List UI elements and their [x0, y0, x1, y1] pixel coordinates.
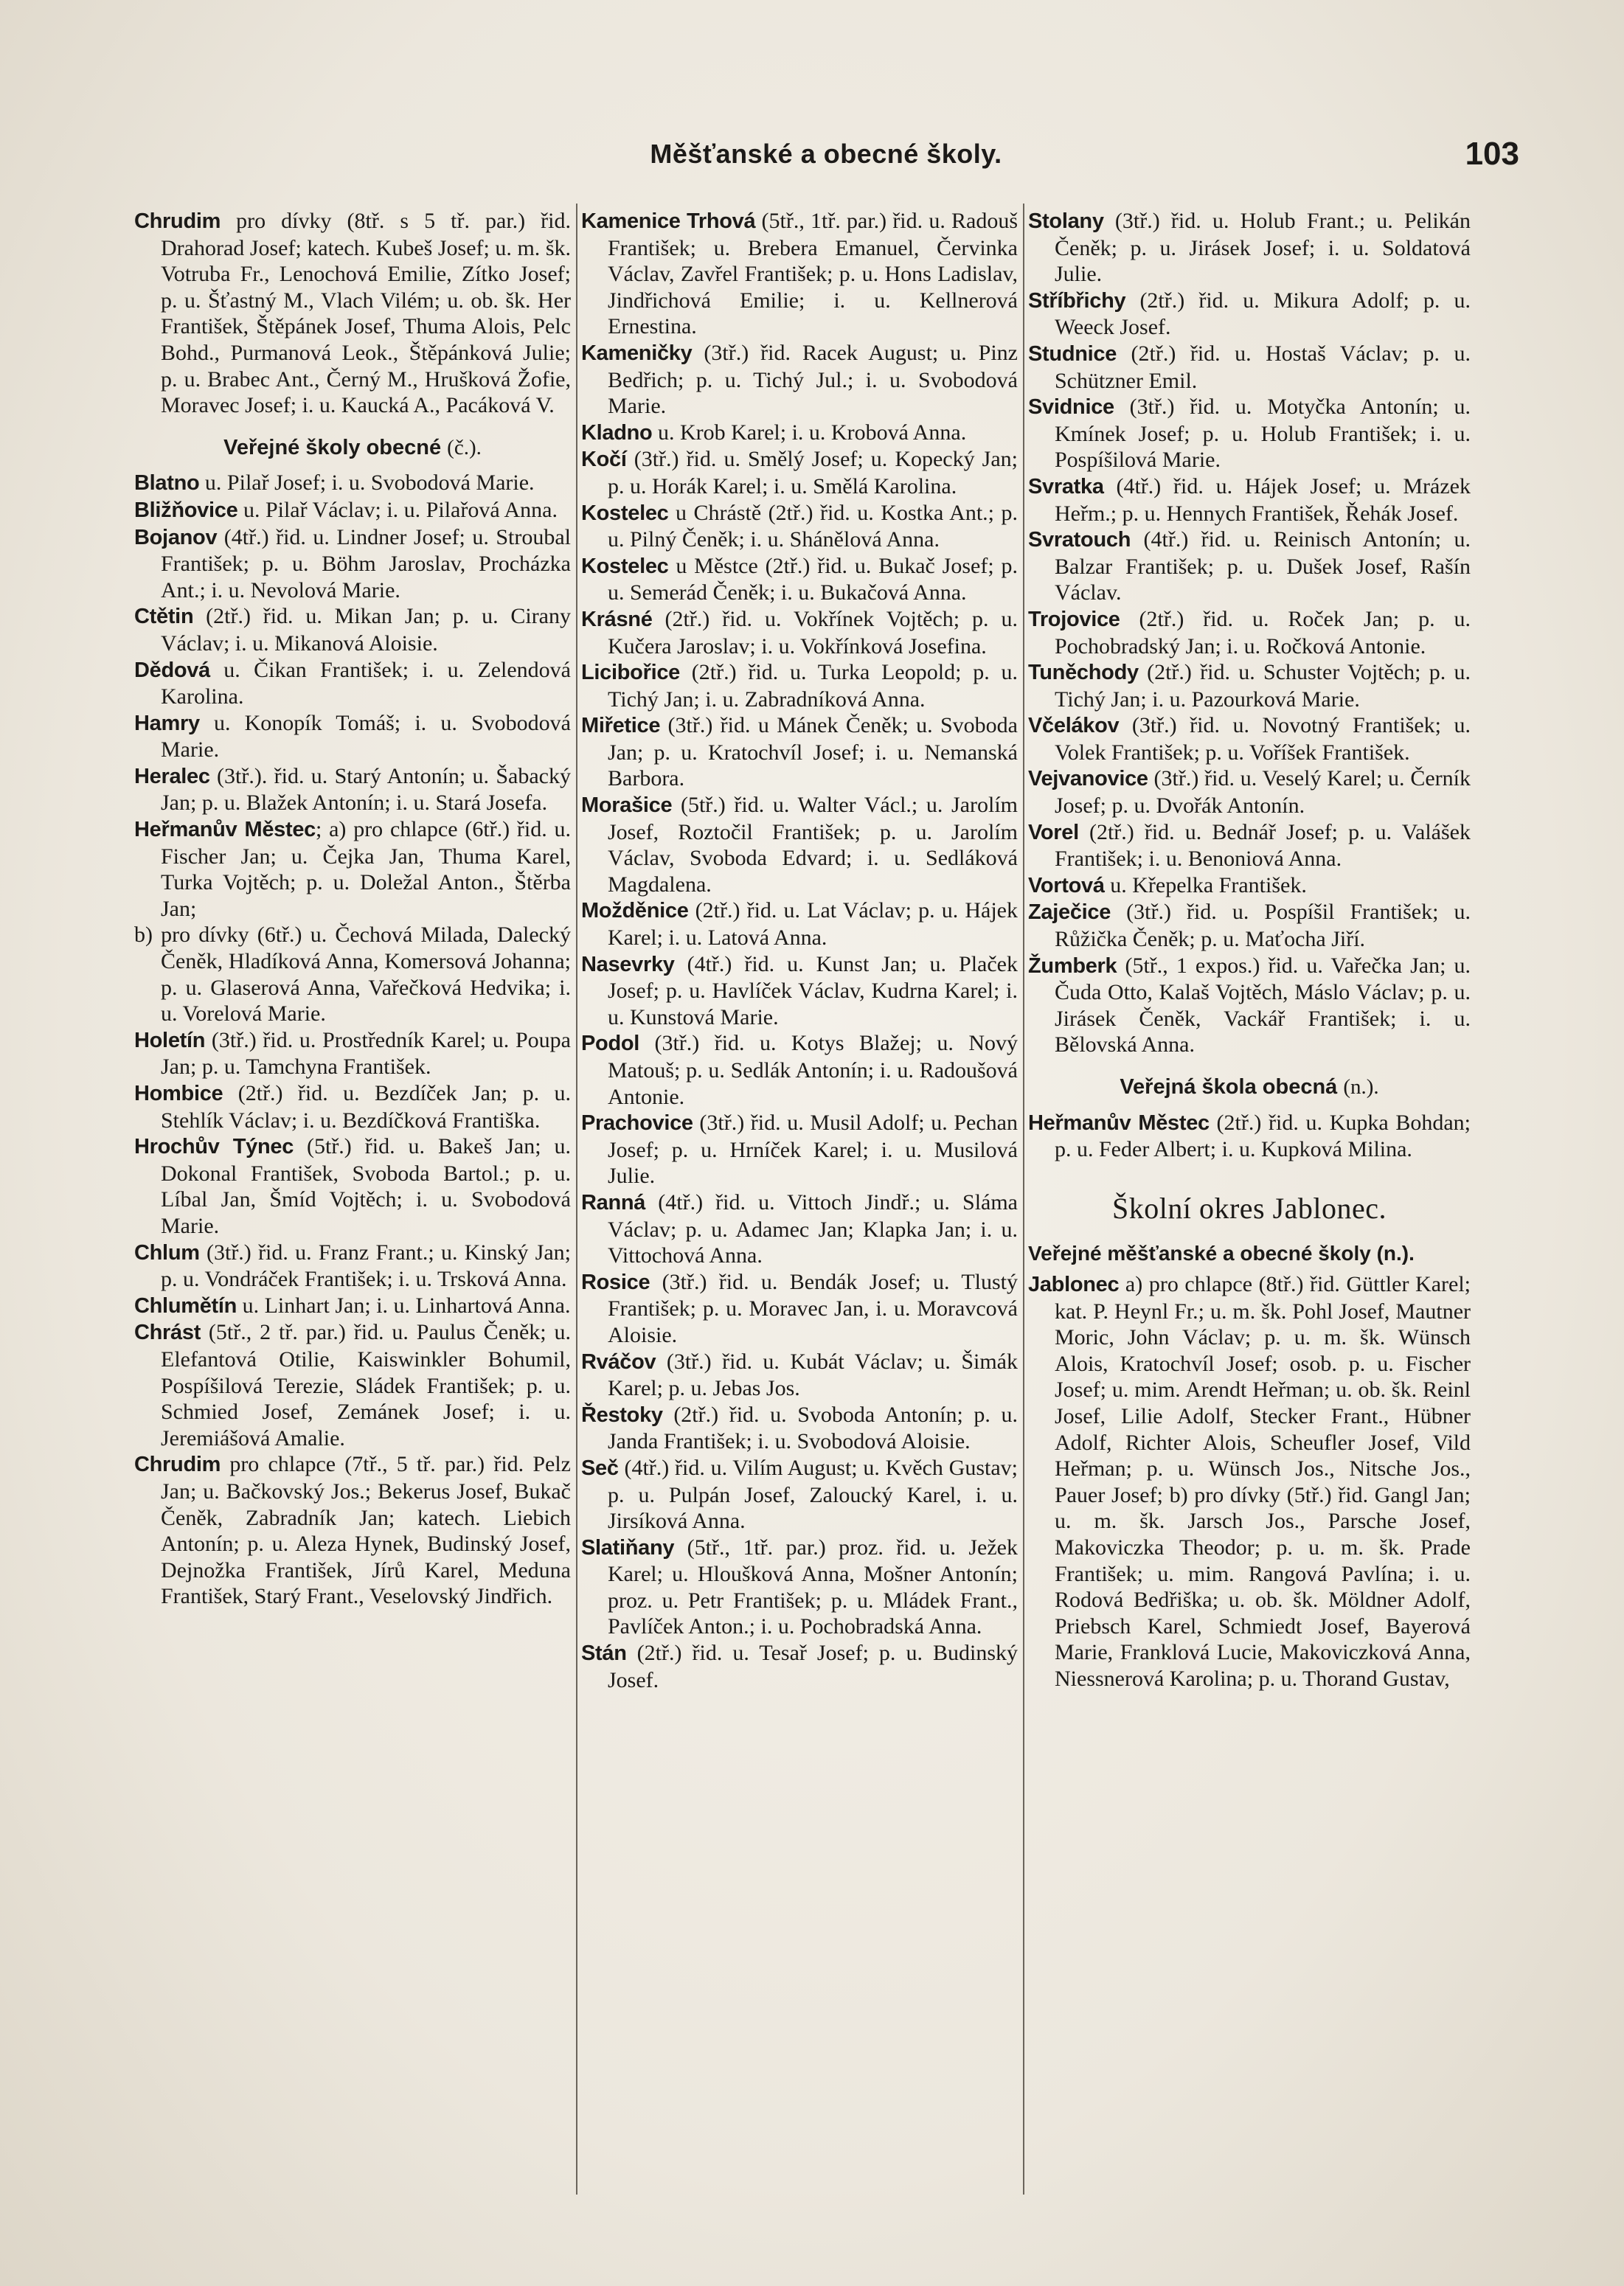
school-entry: [581, 500, 1018, 553]
school-staff: (5tř., 2 tř. par.) řid. u. Paulus Čeněk; u. Elefantová Otilie, Kaiswinkler Bohumil, Pospíšilová Terezie, Sládek František; p. u. Schmied Josef, Zemánek Josef; i. u. Jeremiášová Amalie.: [161, 1320, 571, 1451]
school-place: Trojovice: [1028, 607, 1120, 631]
school-entry: [581, 420, 1018, 447]
column-rule-1: [576, 204, 577, 2195]
school-staff: (3tř.) řid. u Mánek Čeněk; u. Svoboda Jan; p. u. Kratochvíl Josef; i. u. Nemanská Barbora.: [608, 713, 1018, 791]
school-entry: [581, 1402, 1018, 1455]
school-entry: [1028, 1110, 1471, 1163]
school-place: Prachovice: [581, 1111, 693, 1136]
school-staff: pro dívky (8tř. s 5 tř. par.) řid. Drahorad Josef; katech. Kubeš Josef; u. m. šk. Votruba Fr., Lenochová Emilie, Zítko Josef; p. u. Šťastný M., Vlach Vilém; u. ob. šk. Her František, Štěpánek Josef, Thuma Alois, Pelc Bohd., Purmanová Leok., Štěpánková Julie; p. u. Brabec Ant., Černý M., Hrušková Žofie, Moravec Josef; i. u. Kaucká A., Pacáková V.: [161, 209, 571, 418]
school-entry: [581, 1110, 1018, 1189]
school-staff: (2tř.) řid. u. Tesař Josef; p. u. Budinský Josef.: [608, 1641, 1018, 1692]
school-entry: [134, 603, 571, 656]
school-entry: [1028, 819, 1471, 872]
school-place: Chrudim: [134, 209, 221, 233]
school-staff: (3tř.) řid. u. Prostředník Karel; u. Poupa Jan; p. u. Tamchyna František.: [161, 1027, 571, 1080]
section-heading: [134, 435, 571, 462]
school-entry: [1028, 872, 1471, 900]
school-entry: [134, 816, 571, 922]
school-place: Bližňovice: [134, 498, 238, 522]
school-place: Včelákov: [1028, 714, 1120, 738]
school-staff: (2tř.) řid. u. Roček Jan; p. u. Pochobradský Jan; i. u. Ročková Antonie.: [1055, 606, 1471, 659]
school-staff: (3tř.) řid. u. Veselý Karel; u. Černík Josef; p. u. Dvořák Antonín.: [1055, 766, 1471, 819]
school-entry: [581, 1535, 1018, 1640]
school-staff: (5tř., 1 expos.) řid. u. Vařečka Jan; u. Čuda Otto, Kalaš Vojtěch, Máslo Václav; p. u. Jirásek Čeněk, Vackář František; i. u. Bělovská Anna.: [1055, 953, 1471, 1057]
school-place: Heřmanův Městec: [1028, 1111, 1210, 1135]
school-entry: [1028, 527, 1471, 606]
school-place: Podol: [581, 1032, 640, 1056]
school-staff: u. Linhart Jan; i. u. Linhartová Anna.: [237, 1293, 571, 1318]
page-number: 103: [1465, 136, 1519, 172]
school-entry: [134, 1080, 571, 1133]
school-entry: [134, 524, 571, 604]
school-entry: [1028, 659, 1471, 712]
school-place: Holetín: [134, 1028, 206, 1052]
section-heading: Veřejné měšťanské a obecné školy (n.).: [1028, 1242, 1415, 1265]
school-entry: [1028, 765, 1471, 819]
column-3: [1028, 208, 1471, 2199]
school-entry: [581, 1349, 1018, 1402]
school-entry: [134, 1451, 571, 1610]
section-qualifier: (č.).: [447, 435, 482, 459]
school-entry: [134, 763, 571, 816]
school-place: Stolany: [1028, 209, 1104, 233]
school-staff: (3tř.) řid. u. Kubát Václav; u. Šimák Karel; p. u. Jebas Jos.: [608, 1349, 1018, 1401]
school-staff: (2tř.) řid. u. Schuster Vojtěch; p. u. Tichý Jan; i. u. Pazourková Marie.: [1055, 660, 1471, 712]
school-place: Kostelec: [581, 501, 669, 525]
school-staff: (3tř.) řid. u. Pospíšil František; u. Růžička Čeněk; p. u. Maťocha Jiří.: [1055, 900, 1471, 952]
school-staff: (3tř.) řid. u. Musil Adolf; u. Pechan Josef; p. u. Hrníček Karel; i. u. Musilová Julie.: [608, 1111, 1018, 1189]
school-staff: (3tř.) řid. u. Kotys Blažej; u. Nový Matouš; p. u. Sedlák Antonín; i. u. Radoušová Antonie.: [608, 1031, 1018, 1109]
school-entry: [581, 792, 1018, 897]
school-place: Hombice: [134, 1082, 223, 1105]
school-staff: (5tř., 1tř. par.) řid. u. Radouš František; u. Brebera Emanuel, Červinka Václav, Zavřel František; p. u. Hons Ladislav, Jindřichová Emilie; i. u. Kellnerová Ernestina.: [608, 209, 1018, 339]
school-place: Licibořice: [581, 661, 680, 685]
school-staff: (2tř.) řid. u. Svoboda Antonín; p. u. Janda František; i. u. Svobodová Aloisie.: [608, 1402, 1018, 1454]
school-place: Ctětin: [134, 605, 194, 629]
school-staff: (3tř.). řid. u. Starý Antonín; u. Šabacký Jan; p. u. Blažek Antonín; i. u. Stará Josefa.: [161, 763, 571, 816]
school-staff: u Chrástě (2tř.) řid. u. Kostka Ant.; p. u. Pilný Čeněk; i. u. Shánělová Anna.: [608, 500, 1018, 552]
school-entry: [581, 1030, 1018, 1110]
school-entry: [134, 1240, 571, 1293]
school-entry: [581, 1455, 1018, 1535]
school-entry: [1028, 1271, 1471, 1692]
school-staff: (2tř.) řid. u. Mikura Adolf; p. u. Weeck Josef.: [1055, 288, 1471, 340]
column-2: [581, 208, 1018, 2199]
district-heading: Školní okres Jablonec.: [1111, 1191, 1387, 1225]
school-place: Hrochův Týnec: [134, 1135, 294, 1159]
school-staff: u. Krob Karel; i. u. Krobová Anna.: [652, 420, 967, 445]
school-staff: b) pro dívky (6tř.) u. Čechová Milada, Dalecký Čeněk, Hladíková Anna, Komersová Johanna; p. u. Glaserová Anna, Vařečková Hedvika; i. u. Vorelová Marie.: [134, 923, 571, 1026]
school-staff: (3tř.) řid. u. Smělý Josef; u. Kopecký Jan; p. u. Horák Karel; i. u. Smělá Karolina.: [608, 447, 1018, 498]
school-staff: ; a) pro chlapce (6tř.) řid. u. Fischer Jan; u. Čejka Jan, Thuma Karel, Turka Vojtěch; p. u. Doležal Anton., Štěrba Jan;: [161, 817, 571, 921]
school-staff: (3tř.) řid. u. Motyčka Antonín; u. Kmínek Josef; p. u. Holub František; i. u. Pospíšilová Marie.: [1055, 395, 1471, 473]
page-header: [133, 136, 1519, 183]
entry-list: [1028, 1110, 1471, 1163]
school-staff: (3tř.) řid. u. Franz Frant.; u. Kinský Jan; p. u. Vondráček František; i. u. Trsková Anna.: [161, 1240, 571, 1292]
school-staff: (4tř.) řid. u. Hájek Josef; u. Mrázek Heřm.; p. u. Hennych František, Řehák Josef.: [1055, 473, 1471, 526]
school-place: Kamenice Trhová: [581, 209, 756, 233]
school-place: Seč: [581, 1456, 619, 1480]
school-entry: [1028, 953, 1471, 1058]
school-place: Chrudim: [134, 1453, 221, 1477]
school-entry: [581, 897, 1018, 951]
school-staff: (2tř.) řid. u. Mikan Jan; p. u. Cirany Václav; i. u. Mikanová Aloisie.: [161, 604, 571, 656]
section-qualifier: (n.).: [1343, 1075, 1379, 1099]
section-heading: [1028, 1074, 1471, 1101]
school-place: Heralec: [134, 764, 210, 788]
school-place: Kočí: [581, 448, 627, 472]
school-entry: [581, 1640, 1018, 1693]
school-staff: u Městce (2tř.) řid. u. Bukač Josef; p. u. Semerád Čeněk; i. u. Bukačová Anna.: [608, 553, 1018, 605]
school-staff: (2tř.) řid. u. Bezdíček Jan; p. u. Stehlík Václav; i. u. Bezdíčková Františka.: [161, 1081, 571, 1133]
school-entry: [581, 208, 1018, 340]
school-place: Svidnice: [1028, 395, 1114, 420]
entry-list: [1028, 208, 1471, 1058]
school-staff: (4tř.) řid. u. Vittoch Jindř.; u. Sláma Václav; p. u. Adamec Jan; Klapka Jan; i. u. Vittochová Anna.: [608, 1189, 1018, 1268]
school-entry: [1028, 473, 1471, 527]
page-title: Měšťanské a obecné školy.: [650, 139, 1002, 169]
school-entry: [134, 710, 571, 763]
school-entry: [581, 951, 1018, 1031]
school-staff: a) pro chlapce (8tř.) řid. Güttler Karel; kat. P. Heynl Fr.; u. m. šk. Pohl Josef, Mautner Moric, John Václav; p. u. m. šk. Wünsch Alois, Kratochvíl Josef; osob. p. u. Fischer Josef; u. mim. Arendt Heřman; u. ob. šk. Reinl Josef, Lilie Adolf, Stecker Frant., Hübner Adolf, Richter Alois, Scheufler Josef, Vild Heřman; p. u. Wünsch Jos., Nitsche Jos., Pauer Josef; b) pro dívky (5tř.) řid. Gangl Jan; u. m. šk. Jarsch Jos., Parsche Josef, Makoviczka Theodor; p. u. m. šk. Prade František; u. mim. Rangová Pavlína; i. u. Rodová Bedřiška; u. ob. šk. Möldner Adolf, Priebsch Karel, Schmiedt Josef, Bayerová Marie, Franklová Lucie, Makoviczková Anna, Niessnerová Karolina; p. u. Thorand Gustav,: [1055, 1271, 1471, 1691]
section-title: Veřejné školy obecné: [223, 435, 448, 459]
school-place: Svratka: [1028, 474, 1104, 498]
school-staff: (2tř.) řid. u. Lat Václav; p. u. Hájek Karel; i. u. Latová Anna.: [608, 898, 1018, 951]
school-place: Studnice: [1028, 341, 1117, 366]
school-staff: u. Konopík Tomáš; i. u. Svobodová Marie.: [161, 710, 571, 762]
school-place: Zaječice: [1028, 900, 1111, 925]
school-entry: [1028, 208, 1471, 288]
school-place: Kameničky: [581, 341, 693, 365]
school-place: Svratouch: [1028, 528, 1131, 552]
school-place: Slatiňany: [581, 1535, 675, 1560]
school-place: Jablonec: [1028, 1272, 1120, 1296]
school-place: Rosice: [581, 1270, 650, 1294]
school-entry: [1028, 341, 1471, 394]
school-staff: u. Pilař Václav; i. u. Pilařová Anna.: [237, 497, 558, 522]
school-entry: [134, 1293, 571, 1320]
school-place: Rváčov: [581, 1349, 656, 1374]
school-staff: (3tř.) řid. Racek August; u. Pinz Bedřich; p. u. Tichý Jul.; i. u. Svobodová Marie.: [608, 340, 1018, 419]
school-place: Vortová: [1028, 873, 1105, 897]
school-staff: (2tř.) řid. u. Bednář Josef; p. u. Valášek František; i. u. Benoniová Anna.: [1055, 819, 1471, 872]
school-place: Stříbřichy: [1028, 288, 1126, 313]
school-staff: (4tř.) řid. u. Lindner Josef; u. Stroubal František; p. u. Böhm Jaroslav, Procházka Ant.; i. u. Nevolová Marie.: [161, 524, 571, 602]
section-title: Veřejná škola obecná: [1120, 1075, 1344, 1099]
school-place: Blatno: [134, 471, 200, 496]
school-place: Chlumětín: [134, 1293, 237, 1318]
school-staff: u. Pilař Josef; i. u. Svobodová Marie.: [199, 470, 535, 496]
school-entry: [581, 553, 1018, 606]
school-staff: (5tř.) řid. u. Bakeš Jan; u. Dokonal František, Svoboda Bartol.; p. u. Líbal Jan, Šmíd Vojtěch; i. u. Svobodová Marie.: [161, 1134, 571, 1238]
school-staff: (2tř.) řid. u. Hostaš Václav; p. u. Schützner Emil.: [1055, 341, 1471, 393]
school-staff: (3tř.) řid. u. Bendák Josef; u. Tlustý František; p. u. Moravec Jan, i. u. Moravcová Aloisie.: [608, 1269, 1018, 1347]
school-place: Chlum: [134, 1240, 200, 1265]
school-place: Chrást: [134, 1321, 201, 1345]
entry-list: [581, 208, 1018, 1693]
school-entry: [134, 1133, 571, 1239]
school-entry: [1028, 712, 1471, 765]
school-place: Krásné: [581, 607, 653, 631]
school-staff: (5tř.) řid. u. Walter Václ.; u. Jarolím Josef, Roztočil František; p. u. Jarolím Václav, Svoboda Edvard; i. u. Sedláková Magdalena.: [608, 793, 1018, 897]
school-place: Kostelec: [581, 554, 669, 578]
entry-list: [134, 208, 571, 419]
school-place: Možděnice: [581, 899, 689, 923]
column-1: [134, 208, 571, 2199]
school-staff: (4tř.) řid. u. Vilím August; u. Kvěch Gustav; p. u. Pulpán Josef, Zaloucký Karel, i. u. Jirsíková Anna.: [608, 1455, 1018, 1534]
school-staff: (5tř., 1tř. par.) proz. řid. u. Ježek Karel; u. Hloušková Anna, Mošner Antonín; proz. u. Petr František; p. u. Mládek Frant., Pavlíček Anton.; i. u. Pochobradská Anna.: [608, 1535, 1018, 1639]
school-entry: [1028, 394, 1471, 473]
school-place: Ranná: [581, 1190, 646, 1215]
school-entry: [134, 497, 571, 524]
entry-list: [1028, 1271, 1471, 1692]
school-entry: [134, 470, 571, 497]
school-entry: [581, 606, 1018, 659]
school-place: Řestoky: [581, 1403, 663, 1427]
school-place: Nasevrky: [581, 952, 675, 976]
school-entry: [134, 1027, 571, 1080]
column-rule-2: [1023, 204, 1024, 2195]
school-entry: [134, 208, 571, 419]
school-entry: [581, 712, 1018, 792]
school-place: Morašice: [581, 793, 673, 818]
school-entry: [581, 1269, 1018, 1349]
school-entry: [1028, 606, 1471, 659]
school-place: Hamry: [134, 711, 200, 735]
school-place: Vorel: [1028, 820, 1079, 844]
school-entry: [581, 446, 1018, 499]
school-place: Bojanov: [134, 525, 218, 549]
school-place: Heřmanův Městec: [134, 818, 316, 842]
school-entry: [1028, 899, 1471, 952]
school-staff: (2tř.) řid. u. Turka Leopold; p. u. Tichý Jan; i. u. Zabradníková Anna.: [608, 660, 1018, 712]
school-entry: [1028, 288, 1471, 341]
school-entry: [134, 1319, 571, 1451]
school-place: Dědová: [134, 658, 210, 682]
school-staff: u. Křepelka František.: [1104, 872, 1307, 897]
school-place: Tuněchody: [1028, 661, 1139, 685]
school-staff: (3tř.) řid. u. Novotný František; u. Volek František; p. u. Voříšek František.: [1055, 713, 1471, 765]
school-staff: (2tř.) řid. u. Vokřínek Vojtěch; p. u. Kučera Jaroslav; i. u. Vokřínková Josefina.: [608, 606, 1018, 659]
school-entry: [581, 340, 1018, 420]
school-place: Kladno: [581, 420, 653, 445]
school-place: Vejvanovice: [1028, 767, 1148, 791]
school-entry: [134, 657, 571, 710]
school-staff: (4tř.) řid. u. Reinisch Antonín; u. Balzar František; p. u. Dušek Josef, Rašín Václav.: [1055, 527, 1471, 605]
school-place: Stán: [581, 1641, 627, 1666]
school-entry: [581, 659, 1018, 712]
school-place: Žumberk: [1028, 953, 1117, 978]
school-entry: [134, 922, 571, 1026]
school-staff: u. Čikan František; i. u. Zelendová Karolina.: [161, 657, 571, 709]
school-staff: (2tř.) řid. u. Kupka Bohdan; p. u. Feder Albert; i. u. Kupková Milina.: [1055, 1110, 1471, 1162]
school-entry: [581, 1189, 1018, 1269]
school-place: Miřetice: [581, 714, 661, 738]
school-staff: (4tř.) řid. u. Kunst Jan; u. Plaček Josef; p. u. Havlíček Václav, Kudrna Karel; i. u. Kunstová Marie.: [608, 951, 1018, 1029]
school-staff: (3tř.) řid. u. Holub Frant.; u. Pelikán Čeněk; p. u. Jirásek Josef; i. u. Soldatová Julie.: [1055, 209, 1471, 287]
entry-list: [134, 470, 571, 1610]
school-staff: pro chlapce (7tř., 5 tř. par.) řid. Pelz Jan; u. Bačkovský Jos.; Bekerus Josef, Bukač Čeněk, Zabradník Jan; katech. Liebich Antonín; p. u. Aleza Hynek, Budinský Josef, Dejnožka František, Jírů Karel, Meduna František, Starý Frant., Veselovský Jindřich.: [161, 1452, 571, 1609]
